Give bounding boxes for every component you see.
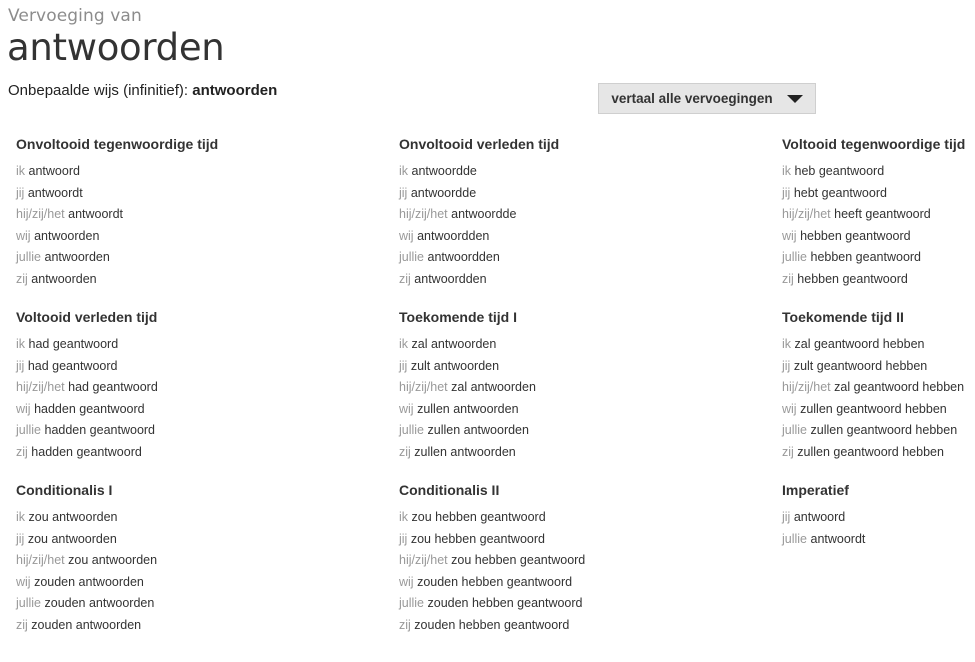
- pronoun: jij: [399, 185, 408, 200]
- verb-form: antwoordde: [411, 164, 477, 178]
- conjugation-row: [782, 442, 975, 464]
- verb-form: zouden antwoorden: [44, 596, 155, 611]
- conjugation-list: [16, 161, 216, 291]
- conjugation-row: [16, 226, 216, 248]
- conjugation-row: [16, 507, 216, 529]
- conjugation-row: [16, 334, 216, 356]
- conjugation-row: [399, 247, 599, 269]
- conjugation-row: [399, 334, 599, 356]
- pronoun: ik: [782, 337, 792, 351]
- verb-form: hebben geantwoord: [800, 228, 911, 243]
- verb-form: antwoordde: [410, 185, 477, 200]
- pronoun: wij: [399, 401, 414, 416]
- conjugation-row: [782, 183, 975, 205]
- verb-form: had geantwoord: [68, 380, 158, 395]
- conjugation-row: [16, 377, 216, 399]
- tense-title: Onvoltooid verleden tijd: [399, 136, 560, 152]
- verb-form: zult antwoorden: [410, 358, 500, 373]
- pronoun: hij/zij/het: [16, 207, 65, 222]
- conjugation-row: [16, 442, 216, 464]
- pronoun: hij/zij/het: [782, 207, 831, 222]
- verb-form: zal geantwoord hebben: [834, 380, 965, 395]
- tense-block-onvoltooid-tegenwoordige-tijd: [16, 135, 219, 291]
- verb-form: zouden hebben geantwoord: [417, 574, 573, 589]
- verb-form: zullen geantwoord hebben: [800, 401, 947, 416]
- pronoun: wij: [782, 228, 797, 243]
- pronoun: ik: [16, 337, 26, 351]
- verb-form: antwoorden: [34, 228, 100, 243]
- conjugation-row: [399, 204, 599, 226]
- verb-form: antwoord: [793, 510, 846, 524]
- tense-block-onvoltooid-verleden-tijd: [399, 135, 599, 291]
- conjugation-row: [782, 204, 975, 226]
- conjugation-row: [782, 399, 975, 421]
- verb-form: antwoordt: [68, 207, 124, 222]
- tense-block-toekomende-tijd-2: [782, 308, 975, 464]
- conjugation-row: [782, 247, 975, 269]
- tense-title: Imperatief: [782, 482, 849, 498]
- verb-form: antwoordde: [451, 207, 517, 222]
- pronoun: jij: [399, 358, 408, 373]
- verb-form: zullen antwoorden: [417, 401, 519, 416]
- pronoun: jij: [16, 531, 25, 546]
- conjugation-row: [399, 615, 599, 637]
- conjugation-row: [399, 269, 599, 291]
- pronoun: ik: [782, 164, 792, 178]
- translate-all-button[interactable]: [598, 83, 816, 114]
- tense-title: Toekomende tijd II: [782, 309, 904, 325]
- conjugation-row: [399, 442, 599, 464]
- pronoun: zij: [782, 444, 794, 459]
- conjugation-row: [16, 420, 216, 442]
- conjugation-row: [782, 356, 975, 378]
- pronoun: jij: [16, 358, 25, 373]
- verb-form: zal antwoorden: [411, 337, 497, 351]
- verb-form: had geantwoord: [28, 337, 119, 351]
- conjugation-row: [16, 356, 216, 378]
- pronoun: zij: [399, 271, 411, 286]
- conjugation-list: [782, 507, 975, 550]
- pronoun: wij: [16, 401, 31, 416]
- tense-block-imperatief: [782, 481, 975, 550]
- conjugation-row: [16, 183, 216, 205]
- pronoun: wij: [399, 574, 414, 589]
- pronoun: jij: [16, 185, 25, 200]
- pronoun: jullie: [399, 596, 425, 611]
- pronoun: ik: [16, 510, 26, 524]
- verb-form: zult geantwoord hebben: [793, 358, 928, 373]
- conjugation-row: [16, 399, 216, 421]
- tense-block-conditionalis-1: [16, 481, 216, 637]
- conjugation-row: [16, 615, 216, 637]
- conjugation-row: [399, 183, 599, 205]
- tense-block-conditionalis-2: [399, 481, 599, 637]
- conjugation-list: [782, 161, 975, 291]
- verb-form: antwoord: [28, 164, 80, 178]
- tense-title: Voltooid verleden tijd: [16, 309, 158, 325]
- verb-form: zullen antwoorden: [427, 423, 529, 438]
- pronoun: ik: [399, 164, 409, 178]
- pronoun: zij: [16, 271, 28, 286]
- conjugation-row: [16, 269, 216, 291]
- page-subtitle: Vervoeging van: [8, 6, 142, 26]
- pronoun: ik: [16, 164, 26, 178]
- pronoun: jullie: [16, 250, 42, 265]
- verb-form: had geantwoord: [27, 358, 118, 373]
- verb-form: zouden hebben geantwoord: [427, 596, 583, 611]
- pronoun: jullie: [16, 596, 42, 611]
- verb-form: heb geantwoord: [794, 164, 885, 178]
- verb-form: antwoorden: [31, 271, 97, 286]
- tense-title: Toekomende tijd I: [399, 309, 517, 325]
- verb-form: zou antwoorden: [27, 531, 117, 546]
- conjugation-list: [399, 334, 599, 464]
- conjugation-row: [16, 204, 216, 226]
- tense-block-toekomende-tijd-1: [399, 308, 599, 464]
- pronoun: wij: [16, 228, 31, 243]
- verb-form: hadden geantwoord: [31, 444, 142, 459]
- pronoun: hij/zij/het: [16, 553, 65, 568]
- pronoun: hij/zij/het: [399, 380, 448, 395]
- conjugation-row: [16, 572, 216, 594]
- verb-form: zou antwoorden: [28, 510, 118, 524]
- pronoun: ik: [399, 510, 409, 524]
- tense-title: Conditionalis II: [399, 482, 500, 498]
- tense-block-voltooid-tegenwoordige-tijd: [782, 135, 975, 291]
- conjugation-row: [782, 161, 975, 183]
- tense-block-voltooid-verleden-tijd: [16, 308, 216, 464]
- verb-form: zouden hebben geantwoord: [414, 617, 570, 632]
- verb-form: antwoordden: [414, 271, 487, 286]
- pronoun: jij: [782, 185, 791, 200]
- verb-form: zal antwoorden: [451, 380, 536, 395]
- conjugation-row: [16, 593, 216, 615]
- conjugation-row: [399, 550, 599, 572]
- pronoun: wij: [16, 574, 31, 589]
- verb-form: antwoorden: [44, 250, 110, 265]
- verb-form: zullen geantwoord hebben: [810, 423, 958, 438]
- infinitive-line: [8, 82, 277, 99]
- pronoun: jullie: [782, 250, 808, 265]
- conjugation-row: [16, 161, 216, 183]
- conjugation-row: [399, 226, 599, 248]
- verb-form: antwoordt: [810, 531, 866, 546]
- pronoun: jij: [782, 510, 791, 524]
- pronoun: zij: [16, 444, 28, 459]
- verb-form: hebben geantwoord: [797, 271, 908, 286]
- conjugation-row: [782, 334, 975, 356]
- verb-form: hadden geantwoord: [44, 423, 156, 438]
- verb-form: antwoordden: [427, 250, 500, 265]
- tense-title: Onvoltooid tegenwoordige tijd: [16, 136, 219, 152]
- pronoun: zij: [16, 617, 28, 632]
- conjugation-row: [399, 399, 599, 421]
- conjugation-row: [399, 507, 599, 529]
- pronoun: jullie: [399, 250, 425, 265]
- conjugation-row: [782, 420, 975, 442]
- conjugation-row: [399, 420, 599, 442]
- conjugation-row: [16, 550, 216, 572]
- conjugation-row: [399, 593, 599, 615]
- verb-form: hadden geantwoord: [34, 401, 145, 416]
- caret-down-icon: [787, 95, 803, 103]
- conjugation-list: [782, 334, 975, 464]
- pronoun: hij/zij/het: [782, 380, 831, 395]
- verb-form: hebben geantwoord: [810, 250, 922, 265]
- conjugation-row: [782, 507, 975, 529]
- pronoun: jij: [782, 358, 791, 373]
- conjugation-list: [399, 507, 599, 637]
- conjugation-row: [399, 161, 599, 183]
- tense-title: Conditionalis I: [16, 482, 113, 498]
- pronoun: wij: [399, 228, 414, 243]
- pronoun: zij: [399, 444, 411, 459]
- pronoun: jullie: [782, 423, 808, 438]
- conjugation-row: [16, 529, 216, 551]
- conjugation-row: [782, 529, 975, 551]
- pronoun: jij: [399, 531, 408, 546]
- verb-form: zullen geantwoord hebben: [797, 444, 944, 459]
- conjugation-row: [399, 356, 599, 378]
- verb-form: hebt geantwoord: [793, 185, 887, 200]
- translate-all-label: vertaal alle vervoegingen: [611, 91, 773, 106]
- verb-form: antwoordt: [27, 185, 83, 200]
- verb-form: zou hebben geantwoord: [410, 531, 545, 546]
- page-title: antwoorden: [7, 26, 225, 69]
- verb-form: zou hebben geantwoord: [451, 553, 586, 568]
- verb-form: zullen antwoorden: [414, 444, 516, 459]
- verb-form: zouden antwoorden: [31, 617, 142, 632]
- verb-form: heeft geantwoord: [834, 207, 931, 222]
- verb-form: zou antwoorden: [68, 553, 158, 568]
- conjugation-row: [399, 572, 599, 594]
- conjugation-row: [16, 247, 216, 269]
- verb-form: zal geantwoord hebben: [794, 337, 925, 351]
- verb-form: antwoordden: [417, 228, 490, 243]
- conjugation-list: [399, 161, 599, 291]
- conjugation-row: [399, 529, 599, 551]
- conjugation-list: [16, 334, 216, 464]
- infinitive-label: Onbepaalde wijs (infinitief):: [8, 82, 189, 99]
- pronoun: wij: [782, 401, 797, 416]
- verb-form: zou hebben geantwoord: [411, 510, 546, 524]
- pronoun: jullie: [399, 423, 425, 438]
- pronoun: hij/zij/het: [399, 207, 448, 222]
- infinitive-value: antwoorden: [192, 82, 278, 99]
- conjugation-list: [16, 507, 216, 637]
- pronoun: jullie: [782, 531, 808, 546]
- conjugation-row: [782, 269, 975, 291]
- conjugation-row: [782, 377, 975, 399]
- pronoun: hij/zij/het: [16, 380, 65, 395]
- verb-form: zouden antwoorden: [34, 574, 144, 589]
- pronoun: zij: [399, 617, 411, 632]
- conjugation-row: [399, 377, 599, 399]
- tense-title: Voltooid tegenwoordige tijd: [782, 136, 966, 152]
- pronoun: jullie: [16, 423, 42, 438]
- conjugation-row: [782, 226, 975, 248]
- pronoun: ik: [399, 337, 409, 351]
- pronoun: zij: [782, 271, 794, 286]
- pronoun: hij/zij/het: [399, 553, 448, 568]
